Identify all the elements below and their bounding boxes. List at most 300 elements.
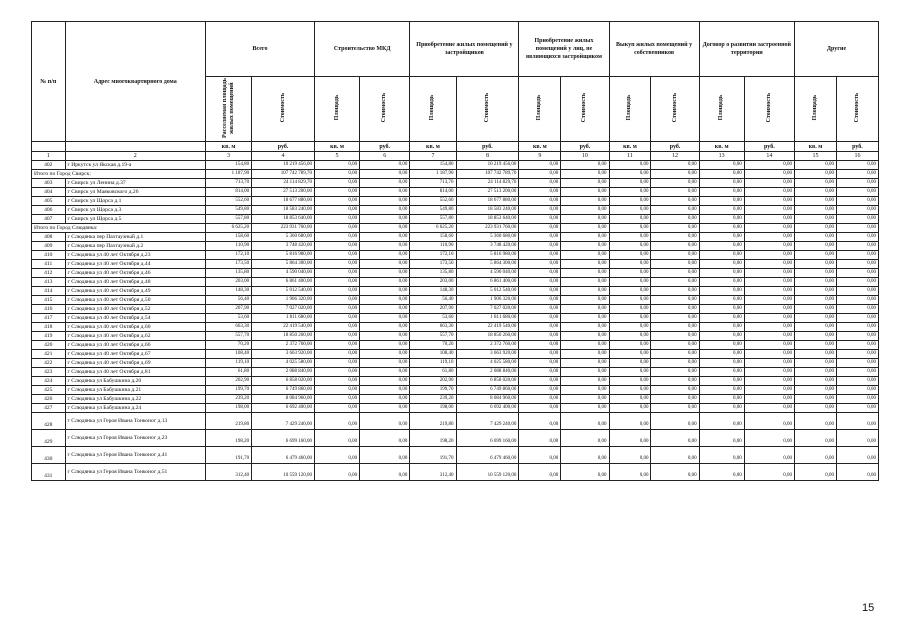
row-number: 410 (32, 251, 66, 260)
buyout-area: 0,00 (609, 323, 651, 332)
construction-cost: 0,00 (360, 314, 410, 323)
column-number: 4 (252, 152, 315, 161)
contract-area: 0,00 (699, 296, 744, 305)
contract-cost: 0,00 (744, 332, 794, 341)
non-developer-cost: 0,00 (561, 323, 609, 332)
contract-area: 0,00 (699, 368, 744, 377)
developer-area: 202,90 (410, 377, 456, 386)
developer-area: 148,30 (410, 287, 456, 296)
total-cost: 6 749 860,00 (252, 386, 315, 395)
row-number: 425 (32, 386, 66, 395)
non-developer-area: 0,00 (519, 188, 561, 197)
non-developer-cost: 0,00 (561, 278, 609, 287)
house-address: г Слюдянка ул 40 лет Октября д.50 (65, 296, 205, 305)
buyout-area: 0,00 (609, 395, 651, 404)
total-cost: 27 513 200,00 (252, 188, 315, 197)
row-number: 418 (32, 323, 66, 332)
sub-area-total: Расселяемая площадь жилых помещений (221, 77, 235, 138)
developer-area: 207,90 (410, 305, 456, 314)
table-row (32, 314, 879, 323)
developer-cost: 18 850 260,00 (456, 332, 519, 341)
house-address: г Слюдянка ул Героя Ивана Тонконог д.13 (65, 413, 205, 430)
contract-cost: 0,00 (744, 224, 794, 233)
other-area: 0,00 (795, 197, 837, 206)
developer-area: 219,80 (410, 413, 456, 430)
non-developer-cost: 0,00 (561, 404, 609, 413)
non-developer-cost: 0,00 (561, 215, 609, 224)
non-developer-area: 0,00 (519, 242, 561, 251)
non-developer-area: 0,00 (519, 430, 561, 447)
row-number: 409 (32, 242, 66, 251)
unit-cost: руб. (456, 142, 519, 152)
developer-cost: 5 816 980,00 (456, 251, 519, 260)
unit-area: кв. м (410, 142, 456, 152)
contract-area: 0,00 (699, 314, 744, 323)
contract-cost: 0,00 (744, 305, 794, 314)
contract-cost: 0,00 (744, 377, 794, 386)
row-number: 421 (32, 350, 66, 359)
construction-area: 0,00 (315, 314, 360, 323)
house-address: г Слюдянка ул Бабушкина д.24 (65, 404, 205, 413)
construction-area: 0,00 (315, 287, 360, 296)
contract-cost: 0,00 (744, 350, 794, 359)
buyout-area: 0,00 (609, 413, 651, 430)
developer-cost: 6 861 400,00 (456, 278, 519, 287)
construction-area: 0,00 (315, 224, 360, 233)
developer-cost: 5 864 300,00 (456, 260, 519, 269)
construction-area: 0,00 (315, 395, 360, 404)
buyout-cost: 0,00 (651, 179, 699, 188)
non-developer-cost: 0,00 (561, 206, 609, 215)
total-cost: 18 583 240,00 (252, 206, 315, 215)
non-developer-cost: 0,00 (561, 413, 609, 430)
other-cost: 0,00 (836, 413, 878, 430)
developer-cost: 3 748 420,00 (456, 242, 519, 251)
construction-area: 0,00 (315, 430, 360, 447)
construction-cost: 0,00 (360, 395, 410, 404)
developer-area: 557,70 (410, 332, 456, 341)
total-area: 53,60 (205, 314, 251, 323)
non-developer-area: 0,00 (519, 386, 561, 395)
total-cost: 5 360 680,00 (252, 233, 315, 242)
column-number: 5 (315, 152, 360, 161)
buyout-area: 0,00 (609, 260, 651, 269)
row-number: 424 (32, 377, 66, 386)
buyout-area: 0,00 (609, 430, 651, 447)
header-group-developers: Приобретение жилых помещений у застройщиков (410, 22, 519, 77)
column-number: 2 (65, 152, 205, 161)
house-address: г Слюдянка ул Героя Ивана Тонконог д.51 (65, 464, 205, 481)
total-cost: 2 088 840,00 (252, 368, 315, 377)
total-area: 148,30 (205, 287, 251, 296)
buyout-cost: 0,00 (651, 296, 699, 305)
total-cost: 1 811 680,00 (252, 314, 315, 323)
sub-cost: Стоимость (765, 92, 772, 123)
house-address: г Слюдянка ул 40 лет Октября д.54 (65, 314, 205, 323)
total-area: 6 625,20 (205, 224, 251, 233)
non-developer-cost: 0,00 (561, 332, 609, 341)
contract-area: 0,00 (699, 269, 744, 278)
row-number: 415 (32, 296, 66, 305)
other-cost: 0,00 (836, 386, 878, 395)
buyout-area: 0,00 (609, 386, 651, 395)
header-group-other: Другие (795, 22, 879, 77)
buyout-cost: 0,00 (651, 395, 699, 404)
row-number: 426 (32, 395, 66, 404)
total-cost: 6 861 400,00 (252, 278, 315, 287)
header-group-total: Всего (205, 22, 314, 77)
non-developer-cost: 0,00 (561, 386, 609, 395)
contract-area: 0,00 (699, 323, 744, 332)
row-number: 416 (32, 305, 66, 314)
other-area: 0,00 (795, 161, 837, 170)
other-area: 0,00 (795, 377, 837, 386)
unit-area: кв. м (609, 142, 651, 152)
other-area: 0,00 (795, 314, 837, 323)
total-area: 198,20 (205, 430, 251, 447)
developer-cost: 27 513 200,00 (456, 188, 519, 197)
table-row (32, 377, 879, 386)
house-address: г Слюдянка ул 40 лет Октября д.66 (65, 341, 205, 350)
total-cost: 18 850 260,00 (252, 332, 315, 341)
construction-cost: 0,00 (360, 296, 410, 305)
contract-area: 0,00 (699, 260, 744, 269)
total-cost: 6 699 160,00 (252, 430, 315, 447)
contract-cost: 0,00 (744, 170, 794, 179)
contract-cost: 0,00 (744, 430, 794, 447)
construction-cost: 0,00 (360, 170, 410, 179)
non-developer-area: 0,00 (519, 278, 561, 287)
other-cost: 0,00 (836, 278, 878, 287)
developer-area: 6 625,20 (410, 224, 456, 233)
construction-area: 0,00 (315, 332, 360, 341)
non-developer-area: 0,00 (519, 341, 561, 350)
contract-cost: 0,00 (744, 278, 794, 287)
table-row (32, 323, 879, 332)
other-area: 0,00 (795, 464, 837, 481)
house-address: г Свирск ул Щорса д.1 (65, 197, 205, 206)
column-number: 14 (744, 152, 794, 161)
other-area: 0,00 (795, 323, 837, 332)
buyout-cost: 0,00 (651, 251, 699, 260)
buyout-area: 0,00 (609, 269, 651, 278)
developer-cost: 1 811 680,00 (456, 314, 519, 323)
total-cost: 3 748 420,00 (252, 242, 315, 251)
house-address: г Слюдянка ул 40 лет Октября д.81 (65, 368, 205, 377)
other-cost: 0,00 (836, 359, 878, 368)
non-developer-cost: 0,00 (561, 341, 609, 350)
construction-area: 0,00 (315, 296, 360, 305)
buyout-area: 0,00 (609, 404, 651, 413)
buyout-cost: 0,00 (651, 269, 699, 278)
contract-cost: 0,00 (744, 359, 794, 368)
non-developer-area: 0,00 (519, 233, 561, 242)
contract-cost: 0,00 (744, 197, 794, 206)
table-row (32, 287, 879, 296)
other-cost: 0,00 (836, 430, 878, 447)
contract-area: 0,00 (699, 278, 744, 287)
construction-cost: 0,00 (360, 242, 410, 251)
buyout-area: 0,00 (609, 368, 651, 377)
other-cost: 0,00 (836, 395, 878, 404)
developer-area: 557,80 (410, 215, 456, 224)
contract-area: 0,00 (699, 332, 744, 341)
total-cost: 8 084 960,00 (252, 395, 315, 404)
header-group-non-developers: Приобретение жилых помещений у лиц, не являющихся застройщиком (519, 22, 609, 77)
non-developer-area: 0,00 (519, 260, 561, 269)
non-developer-area: 0,00 (519, 314, 561, 323)
contract-area: 0,00 (699, 188, 744, 197)
column-numbers-row (32, 152, 879, 161)
total-area: 219,80 (205, 413, 251, 430)
other-area: 0,00 (795, 386, 837, 395)
buyout-area: 0,00 (609, 179, 651, 188)
developer-cost: 10 219 456,00 (456, 161, 519, 170)
buyout-area: 0,00 (609, 197, 651, 206)
total-cost: 3 663 920,00 (252, 350, 315, 359)
other-cost: 0,00 (836, 170, 878, 179)
row-number: 419 (32, 332, 66, 341)
contract-cost: 0,00 (744, 287, 794, 296)
column-number: 12 (651, 152, 699, 161)
non-developer-cost: 0,00 (561, 179, 609, 188)
buyout-cost: 0,00 (651, 206, 699, 215)
contract-area: 0,00 (699, 251, 744, 260)
total-area: 713,70 (205, 179, 251, 188)
construction-cost: 0,00 (360, 287, 410, 296)
table-row (32, 395, 879, 404)
house-address: г Слюдянка ул Героя Ивана Тонконог д.23 (65, 430, 205, 447)
non-developer-cost: 0,00 (561, 430, 609, 447)
construction-area: 0,00 (315, 447, 360, 464)
construction-cost: 0,00 (360, 430, 410, 447)
non-developer-area: 0,00 (519, 197, 561, 206)
developer-cost: 6 692 400,00 (456, 404, 519, 413)
construction-area: 0,00 (315, 305, 360, 314)
contract-area: 0,00 (699, 350, 744, 359)
row-number: 412 (32, 269, 66, 278)
house-address: г Слюдянка ул 40 лет Октября д.48 (65, 278, 205, 287)
non-developer-cost: 0,00 (561, 359, 609, 368)
construction-cost: 0,00 (360, 404, 410, 413)
contract-area: 0,00 (699, 170, 744, 179)
construction-area: 0,00 (315, 323, 360, 332)
table-row (32, 413, 879, 430)
total-cost: 6 479 460,00 (252, 447, 315, 464)
developer-cost: 4 590 040,00 (456, 269, 519, 278)
total-area: 312,40 (205, 464, 251, 481)
table-row (32, 215, 879, 224)
column-number: 6 (360, 152, 410, 161)
contract-cost: 0,00 (744, 251, 794, 260)
buyout-cost: 0,00 (651, 447, 699, 464)
buyout-cost: 0,00 (651, 332, 699, 341)
contract-cost: 0,00 (744, 269, 794, 278)
contract-area: 0,00 (699, 233, 744, 242)
header-row-groups (32, 22, 879, 77)
construction-area: 0,00 (315, 188, 360, 197)
developer-area: 70,20 (410, 341, 456, 350)
other-area: 0,00 (795, 395, 837, 404)
total-area: 814,00 (205, 188, 251, 197)
developer-area: 108,40 (410, 350, 456, 359)
construction-area: 0,00 (315, 386, 360, 395)
other-area: 0,00 (795, 242, 837, 251)
construction-area: 0,00 (315, 215, 360, 224)
construction-area: 0,00 (315, 377, 360, 386)
construction-area: 0,00 (315, 197, 360, 206)
non-developer-area: 0,00 (519, 170, 561, 179)
contract-area: 0,00 (699, 224, 744, 233)
contract-area: 0,00 (699, 359, 744, 368)
non-developer-area: 0,00 (519, 395, 561, 404)
contract-area: 0,00 (699, 242, 744, 251)
non-developer-cost: 0,00 (561, 447, 609, 464)
total-cost: 22 419 540,00 (252, 323, 315, 332)
row-number: 428 (32, 413, 66, 430)
total-cost: 7 429 240,00 (252, 413, 315, 430)
row-number: 406 (32, 206, 66, 215)
buyout-cost: 0,00 (651, 197, 699, 206)
house-address: г Свирск ул Маяковского д.26 (65, 188, 205, 197)
total-area: 173,50 (205, 260, 251, 269)
construction-area: 0,00 (315, 170, 360, 179)
table-row (32, 464, 879, 481)
total-cost: 5 864 300,00 (252, 260, 315, 269)
total-cost: 223 931 760,00 (252, 224, 315, 233)
construction-area: 0,00 (315, 359, 360, 368)
document-sheet (31, 21, 879, 481)
construction-area: 0,00 (315, 404, 360, 413)
buyout-cost: 0,00 (651, 224, 699, 233)
other-cost: 0,00 (836, 260, 878, 269)
non-developer-area: 0,00 (519, 323, 561, 332)
unit-area: кв. м (519, 142, 561, 152)
non-developer-cost: 0,00 (561, 350, 609, 359)
contract-cost: 0,00 (744, 188, 794, 197)
header-group-construction: Строительство МКД (315, 22, 410, 77)
row-number: 411 (32, 260, 66, 269)
table-row (32, 386, 879, 395)
developer-cost: 6 479 460,00 (456, 447, 519, 464)
non-developer-cost: 0,00 (561, 314, 609, 323)
other-cost: 0,00 (836, 206, 878, 215)
resettlement-table (31, 21, 879, 481)
non-developer-area: 0,00 (519, 161, 561, 170)
house-address: г Слюдянка ул 40 лет Октября д.23 (65, 251, 205, 260)
buyout-cost: 0,00 (651, 215, 699, 224)
contract-cost: 0,00 (744, 161, 794, 170)
table-row (32, 404, 879, 413)
total-area: 61,80 (205, 368, 251, 377)
other-cost: 0,00 (836, 350, 878, 359)
construction-area: 0,00 (315, 341, 360, 350)
other-area: 0,00 (795, 215, 837, 224)
row-number: 408 (32, 233, 66, 242)
total-area: 202,90 (205, 377, 251, 386)
table-row (32, 242, 879, 251)
construction-area: 0,00 (315, 464, 360, 481)
developer-cost: 8 084 960,00 (456, 395, 519, 404)
unit-cost: руб. (836, 142, 878, 152)
developer-cost: 7 027 020,00 (456, 305, 519, 314)
header-group-development-contract: Договор о развитии застроенной территории (699, 22, 794, 77)
other-area: 0,00 (795, 269, 837, 278)
other-area: 0,00 (795, 251, 837, 260)
table-row (32, 368, 879, 377)
other-cost: 0,00 (836, 377, 878, 386)
developer-cost: 18 677 880,00 (456, 197, 519, 206)
developer-cost: 5 360 680,00 (456, 233, 519, 242)
buyout-cost: 0,00 (651, 350, 699, 359)
table-row (32, 161, 879, 170)
total-cost: 18 677 880,00 (252, 197, 315, 206)
non-developer-cost: 0,00 (561, 170, 609, 179)
buyout-area: 0,00 (609, 206, 651, 215)
buyout-area: 0,00 (609, 242, 651, 251)
unit-cost: руб. (561, 142, 609, 152)
other-cost: 0,00 (836, 242, 878, 251)
buyout-area: 0,00 (609, 332, 651, 341)
buyout-cost: 0,00 (651, 359, 699, 368)
house-address: г Свирск ул Щорса д.3 (65, 206, 205, 215)
contract-area: 0,00 (699, 206, 744, 215)
table-row (32, 332, 879, 341)
house-address: г Слюдянка ул Героя Ивана Тонконог д.41 (65, 447, 205, 464)
other-cost: 0,00 (836, 215, 878, 224)
developer-cost: 1 906 320,00 (456, 296, 519, 305)
buyout-area: 0,00 (609, 278, 651, 287)
other-cost: 0,00 (836, 161, 878, 170)
developer-cost: 6 749 860,00 (456, 386, 519, 395)
buyout-area: 0,00 (609, 464, 651, 481)
total-area: 119,10 (205, 359, 251, 368)
unit-area: кв. м (315, 142, 360, 152)
buyout-area: 0,00 (609, 188, 651, 197)
row-number: 414 (32, 287, 66, 296)
buyout-area: 0,00 (609, 341, 651, 350)
buyout-area: 0,00 (609, 161, 651, 170)
total-area: 203,00 (205, 278, 251, 287)
subtotal-row (32, 224, 879, 233)
developer-area: 53,60 (410, 314, 456, 323)
page-number: 15 (862, 602, 875, 614)
unit-cost: руб. (744, 142, 794, 152)
total-cost: 2 372 760,00 (252, 341, 315, 350)
unit-cost: руб. (360, 142, 410, 152)
non-developer-area: 0,00 (519, 447, 561, 464)
other-area: 0,00 (795, 224, 837, 233)
non-developer-area: 0,00 (519, 359, 561, 368)
developer-area: 119,10 (410, 359, 456, 368)
sub-cost: Стоимость (581, 92, 588, 123)
buyout-area: 0,00 (609, 314, 651, 323)
other-cost: 0,00 (836, 332, 878, 341)
construction-cost: 0,00 (360, 447, 410, 464)
construction-cost: 0,00 (360, 341, 410, 350)
developer-cost: 6 858 020,00 (456, 377, 519, 386)
non-developer-area: 0,00 (519, 332, 561, 341)
total-cost: 7 027 020,00 (252, 305, 315, 314)
non-developer-area: 0,00 (519, 206, 561, 215)
sub-cost: Стоимость (381, 92, 388, 123)
non-developer-area: 0,00 (519, 224, 561, 233)
house-address: г Слюдянка ул 40 лет Октября д.49 (65, 287, 205, 296)
buyout-cost: 0,00 (651, 233, 699, 242)
header-group-buyout: Выкуп жилых помещений у собственников (609, 22, 699, 77)
buyout-area: 0,00 (609, 296, 651, 305)
contract-cost: 0,00 (744, 242, 794, 251)
